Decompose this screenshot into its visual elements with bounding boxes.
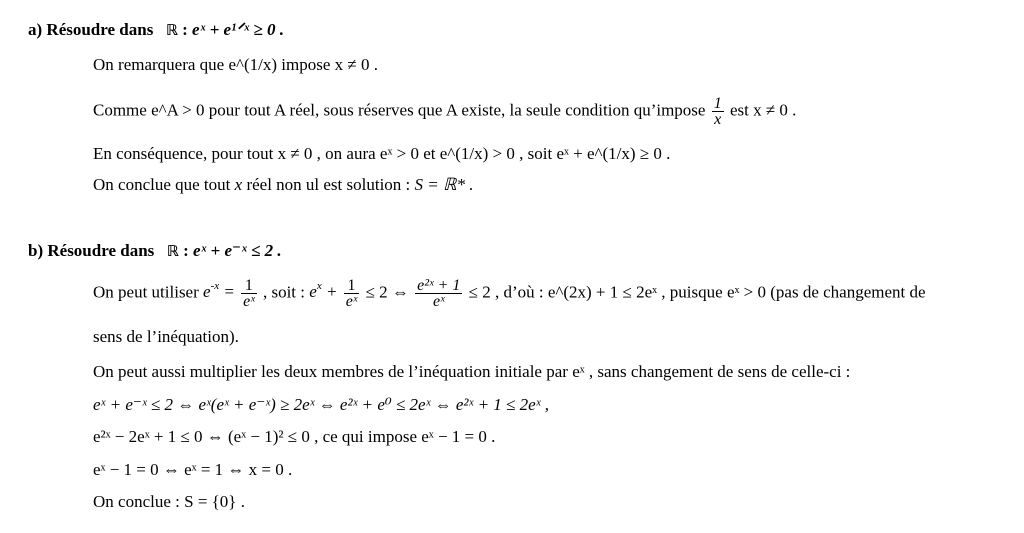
part-b-line-1-b: ≤ 2 ⇔: [365, 282, 409, 302]
part-b-line-4: eˣ + e⁻ˣ ≤ 2 ⇔ eˣ(eˣ + e⁻ˣ) ≥ 2eˣ ⇔ e²ˣ + e⁰ ≤ 2eˣ ⇔ e²ˣ + 1 ≤ 2eˣ ,: [93, 395, 549, 414]
part-b-inequation: eˣ + e⁻ˣ ≤ 2 .: [192, 241, 282, 260]
fraction-numerator: 1: [344, 278, 360, 294]
fraction-denominator: eˣ: [345, 293, 358, 310]
part-a-line-2: [93, 96, 796, 127]
part-a-line-1: On remarquera que e^(1/x) impose x ≠ 0 .: [93, 55, 378, 74]
fraction-e2x-plus-1-over-ex: [415, 278, 462, 309]
real-set-symbol: ℝ: [166, 242, 179, 260]
heading-colon: :: [182, 20, 193, 39]
part-a-line-3: En conséquence, pour tout x ≠ 0 , on aura eˣ > 0 et e^(1/x) > 0 , soit eˣ + e^(1/x) ≥ 0 .: [93, 144, 671, 163]
part-b-line-5: e²ˣ − 2eˣ + 1 ≤ 0 ⇔ (eˣ − 1)² ≤ 0 , ce qui impose eˣ − 1 = 0 .: [93, 427, 496, 446]
part-b-heading: [28, 241, 282, 261]
part-b-line-2: sens de l’inéquation).: [93, 327, 239, 346]
fraction-numerator: 1: [241, 278, 257, 294]
part-a-line-4: [93, 175, 473, 195]
part-b-line-1: [93, 278, 926, 309]
part-b-line-6: eˣ − 1 = 0 ⇔ eˣ = 1 ⇔ x = 0 .: [93, 460, 293, 479]
part-a-line-4-text: On conclue que tout: [93, 175, 231, 194]
part-b-line-3: On peut aussi multiplier les deux membres de l’inéquation initiale par eˣ , sans changement de sens de celle-ci :: [93, 362, 851, 381]
fraction-numerator: 1: [713, 95, 722, 112]
part-a-solution: S = ℝ* .: [414, 175, 474, 194]
fraction-numerator: e²ˣ + 1: [417, 277, 461, 294]
fraction-1-over-x: [712, 96, 724, 127]
part-b-line-1-c: ≤ 2 , d’où : e^(2x) + 1 ≤ 2eˣ , puisque eˣ > 0 (pas de changement de: [468, 282, 926, 302]
part-b-line-1-intro: On peut utiliser: [93, 282, 199, 302]
fraction-1-over-ex: [241, 278, 257, 309]
fraction-denominator: eˣ: [432, 293, 445, 310]
real-set-symbol: ℝ: [165, 21, 178, 39]
fraction-denominator: x: [714, 111, 722, 128]
part-a-line-2-text: Comme e^A > 0 pour tout A réel, sous réserves que A existe, la seule condition qu’impose: [93, 100, 706, 120]
fraction-denominator: eˣ: [243, 293, 255, 310]
part-a-line-2-end: est x ≠ 0 .: [729, 100, 797, 120]
part-a-label: a) Résoudre dans: [28, 20, 154, 39]
exp-x-plus: $e^x$ +: [309, 280, 338, 302]
part-b-conclusion: On conclue : S = {0} .: [93, 492, 245, 511]
exp-neg-x: $e^{-x}$ =: [203, 280, 235, 302]
fraction-1-over-ex-2: [344, 278, 360, 309]
heading-colon: :: [183, 241, 193, 260]
part-a-heading: [28, 20, 284, 40]
part-a-inequation: eˣ + e¹ᐟˣ ≥ 0 .: [192, 20, 284, 39]
part-b-label: b) Résoudre dans: [28, 241, 155, 260]
variable-x: x: [234, 175, 243, 194]
part-b-line-1-a: , soit :: [262, 282, 306, 302]
part-a-line-4-mid: réel non ul est solution :: [246, 175, 411, 194]
